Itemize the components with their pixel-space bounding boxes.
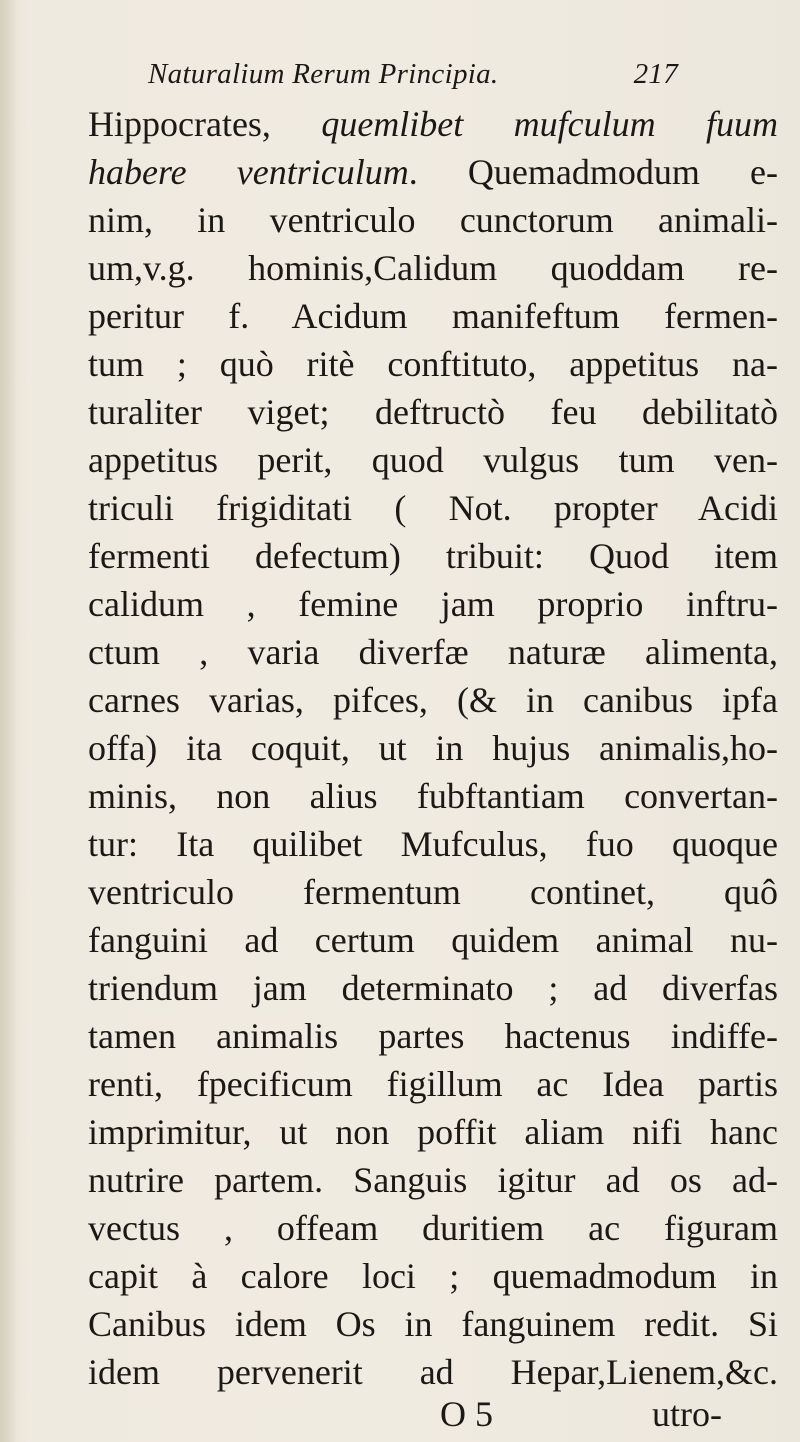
- text-line: Hippocrates, quemlibet mufculum fuum: [88, 104, 778, 144]
- text-line: tamen animalis partes hactenus indiffe-: [88, 1016, 778, 1056]
- text-line: renti, fpecificum figillum ac Idea partis: [88, 1064, 778, 1104]
- text-line: fermenti defectum) tribuit: Quod item: [88, 536, 778, 576]
- text-line: habere ventriculum. Quemadmodum e-: [88, 152, 778, 192]
- text-line: nim, in ventriculo cunctorum animali-: [88, 200, 778, 240]
- text-line: minis, non alius fubftantiam convertan-: [88, 776, 778, 816]
- text-line: calidum , femine jam proprio inftru-: [88, 584, 778, 624]
- text-line: tum ; quò ritè conftituto, appetitus na-: [88, 344, 778, 384]
- text-line: appetitus perit, quod vulgus tum ven-: [88, 440, 778, 480]
- signature-mark: O 5: [440, 1394, 493, 1434]
- text-line: turaliter viget; deftructò feu debilitatò: [88, 392, 778, 432]
- text-line: ctum , varia diverfæ naturæ alimenta,: [88, 632, 778, 672]
- catchword: utro-: [652, 1394, 722, 1434]
- text-line: ventriculo fermentum continet, quô: [88, 872, 778, 912]
- italic-phrase: habere ventriculum: [88, 152, 409, 192]
- running-head: [148, 58, 678, 98]
- page-footer: [0, 1390, 800, 1438]
- text-line: imprimitur, ut non poffit aliam nifi hanc: [88, 1112, 778, 1152]
- text-line: offa) ita coquit, ut in hujus animalis,ho-: [88, 728, 778, 768]
- text-line: tur: Ita quilibet Mufculus, fuo quoque: [88, 824, 778, 864]
- text-line: peritur f. Acidum manifeftum fermen-: [88, 296, 778, 336]
- text-line: idem pervenerit ad Hepar,Lienem,&c.: [88, 1352, 778, 1392]
- text-line: carnes varias, pifces, (& in canibus ipfa: [88, 680, 778, 720]
- text-line: triendum jam determinato ; ad diverfas: [88, 968, 778, 1008]
- text-line: capit à calore loci ; quemadmodum in: [88, 1256, 778, 1296]
- page-number: 217: [633, 58, 678, 90]
- running-title: Naturalium Rerum Principia.: [148, 58, 499, 90]
- text-line: triculi frigiditati ( Not. propter Acidi: [88, 488, 778, 528]
- text-line: fanguini ad certum quidem animal nu-: [88, 920, 778, 960]
- page-gutter-shadow: [0, 0, 16, 1442]
- body-text: [88, 100, 778, 1396]
- text-line: um,v.g. hominis,Calidum quoddam re-: [88, 248, 778, 288]
- italic-phrase: quemlibet mufculum fuum: [321, 104, 778, 144]
- text-line: Canibus idem Os in fanguinem redit. Si: [88, 1304, 778, 1344]
- text-line: nutrire partem. Sanguis igitur ad os ad-: [88, 1160, 778, 1200]
- text-line: vectus , offeam duritiem ac figuram: [88, 1208, 778, 1248]
